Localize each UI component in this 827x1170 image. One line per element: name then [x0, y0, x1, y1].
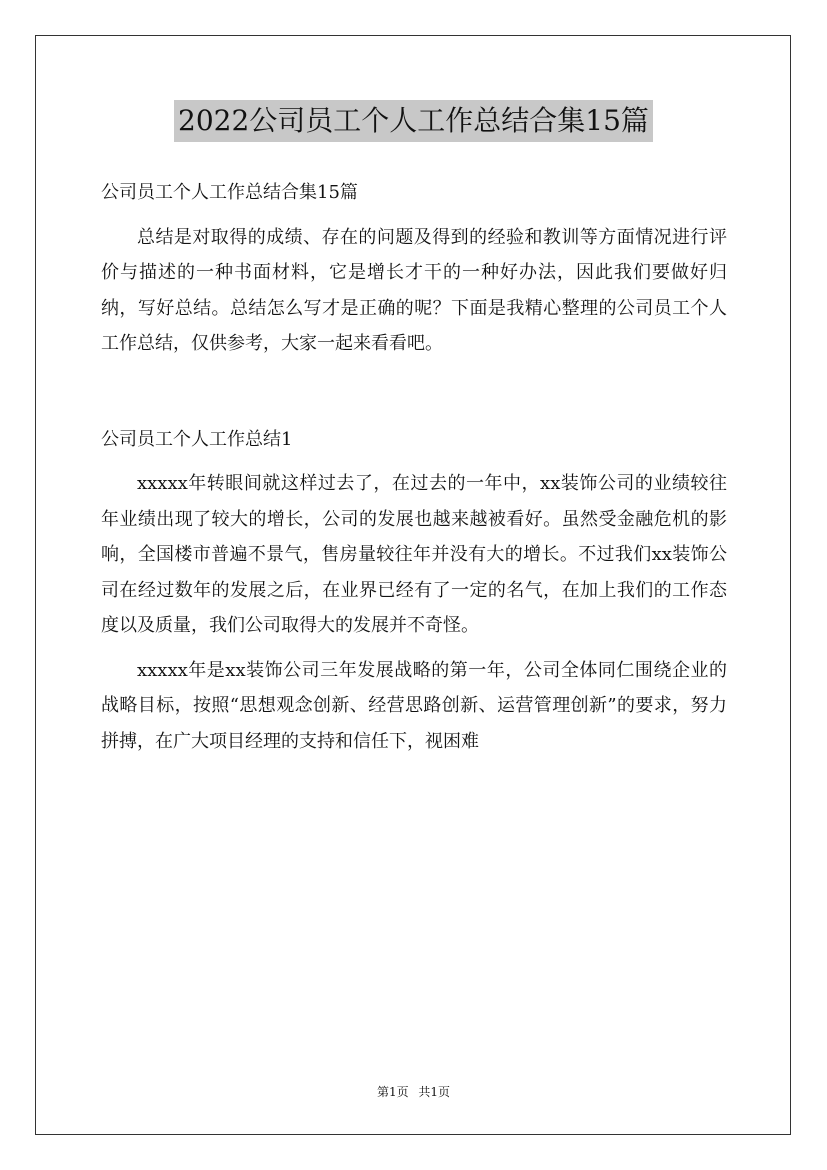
document-body	[101, 175, 727, 759]
page-total: 共1页	[418, 1085, 451, 1099]
page-number: 第1页	[376, 1085, 409, 1099]
spacer	[101, 211, 727, 220]
spacer	[101, 457, 727, 466]
intro-paragraph: 总结是对取得的成绩、存在的问题及得到的经验和教训等方面情况进行评价与描述的一种书面材料，它是增长才干的一种好办法，因此我们要做好归纳，写好总结。总结怎么写才是正确的呢？下面是我精心整理的公司员工个人工作总结，仅供参考，大家一起来看看吧。	[101, 226, 727, 354]
document-subtitle: 公司员工个人工作总结合集15篇	[101, 182, 358, 203]
spacer	[101, 362, 727, 422]
document-title: 2022公司员工个人工作总结合集15篇	[174, 100, 653, 142]
title-container	[0, 100, 827, 142]
body-paragraph: xxxxx年是xx装饰公司三年发展战略的第一年，公司全体同仁围绕企业的战略目标，按照“思想观念创新、经营思路创新、运营管理创新”的要求，努力拼搏，在广大项目经理的支持和信任下，视困难	[101, 659, 727, 752]
page-footer	[0, 1084, 827, 1100]
body-paragraph: xxxxx年转眼间就这样过去了，在过去的一年中，xx装饰公司的业绩较往年业绩出现了较大的增长，公司的发展也越来越被看好。虽然受金融危机的影响，全国楼市普遍不景气，售房量较往年并没有大的增长。不过我们xx装饰公司在经过数年的发展之后，在业界已经有了一定的名气，在加上我们的工作态度以及质量，我们公司取得大的发展并不奇怪。	[101, 473, 727, 636]
section-heading: 公司员工个人工作总结1	[101, 428, 293, 450]
spacer	[101, 644, 727, 653]
